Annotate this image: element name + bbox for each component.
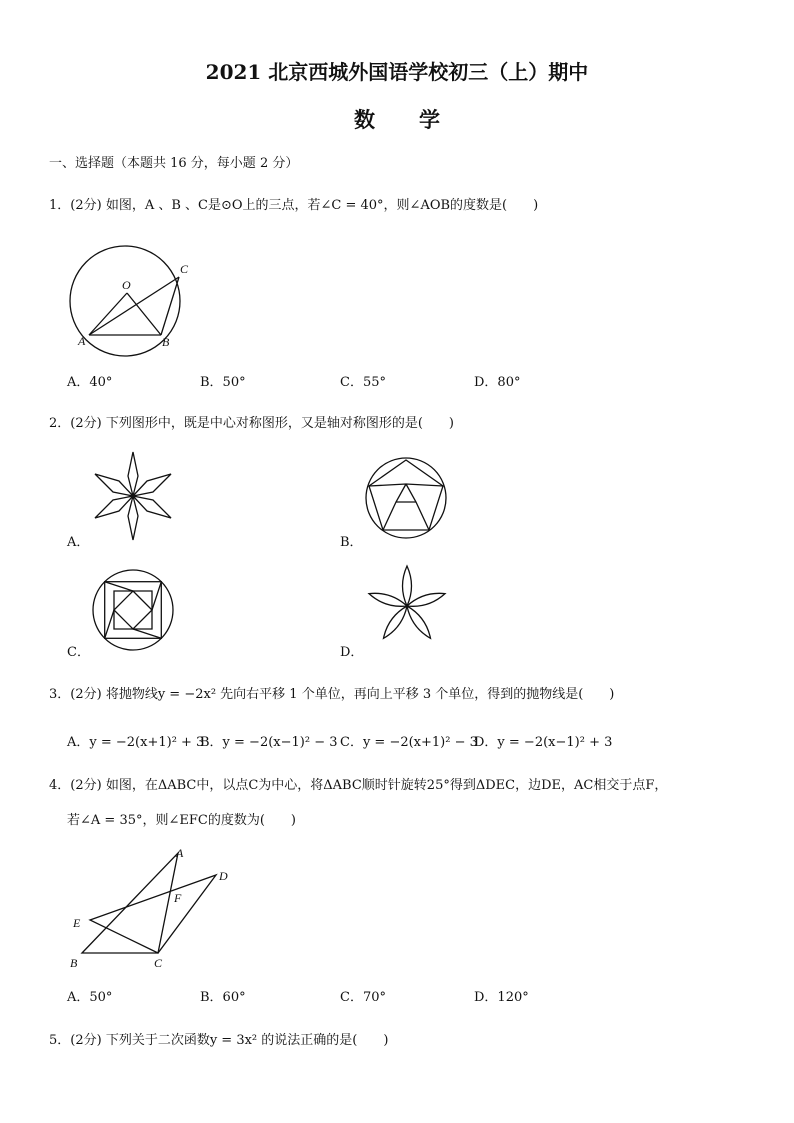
label-o: O	[122, 278, 131, 292]
q1-option-c: C．55°	[340, 375, 386, 390]
q4-option-b: B．60°	[200, 990, 246, 1005]
label-b: B	[70, 956, 78, 970]
question-4-stem: 4．(2分) 如图，在ΔABC中，以点C为中心，将ΔABC顺时针旋转25°得到ΔDEC，边DE，AC相交于点F，	[49, 778, 668, 793]
q2-figure-c	[92, 569, 174, 651]
label-c: C	[180, 262, 189, 276]
q1-option-b: B．50°	[200, 375, 246, 390]
q4-option-d: D．120°	[474, 990, 529, 1005]
q1-option-d: D．80°	[474, 375, 521, 390]
question-4-stem-line2: 若∠A = 35°，则∠EFC的度数为( )	[67, 813, 296, 828]
question-4-figure	[66, 845, 246, 975]
label-f: F	[174, 891, 182, 905]
q2-figure-b	[364, 456, 448, 540]
question-5-stem: 5．(2分) 下列关于二次函数y = 3x² 的说法正确的是( )	[49, 1033, 389, 1048]
page-subtitle: 数学	[354, 107, 484, 132]
q2-option-a: A．	[67, 535, 90, 550]
q2-figure-d	[364, 562, 450, 648]
q2-option-d: D．	[340, 645, 364, 660]
q4-option-c: C．70°	[340, 990, 386, 1005]
label-a: A	[176, 846, 184, 860]
label-d: D	[219, 869, 228, 883]
question-1-stem: 1．(2分) 如图，A 、B 、C是⊙O上的三点，若∠C = 40°，则∠AOB的度数是( )	[49, 198, 539, 213]
page-title: 2021 北京西城外国语学校初三（上）期中	[205, 60, 589, 84]
q2-option-b: B．	[340, 535, 363, 550]
q4-option-a: A．50°	[67, 990, 113, 1005]
q3-option-b: B．y = −2(x−1)² − 3	[200, 735, 338, 750]
label-b: B	[162, 335, 170, 349]
q1-option-a: A．40°	[67, 375, 113, 390]
q3-option-d: D．y = −2(x−1)² + 3	[474, 735, 613, 750]
question-1-figure	[60, 252, 200, 362]
label-a: A	[78, 334, 86, 348]
q2-figure-a	[93, 450, 175, 540]
label-c: C	[154, 956, 163, 970]
q2-option-c: C．	[67, 645, 90, 660]
q3-option-a: A．y = −2(x+1)² + 3	[67, 735, 205, 750]
question-3-stem: 3．(2分) 将抛物线y = −2x² 先向右平移 1 个单位，再向上平移 3 个单位，得到的抛物线是( )	[49, 687, 615, 702]
q3-option-c: C．y = −2(x+1)² − 3	[340, 735, 478, 750]
section-heading: 一、选择题（本题共 16 分，每小题 2 分）	[49, 156, 299, 171]
question-2-stem: 2．(2分) 下列图形中，既是中心对称图形，又是轴对称图形的是( )	[49, 416, 454, 431]
label-e: E	[73, 916, 81, 930]
